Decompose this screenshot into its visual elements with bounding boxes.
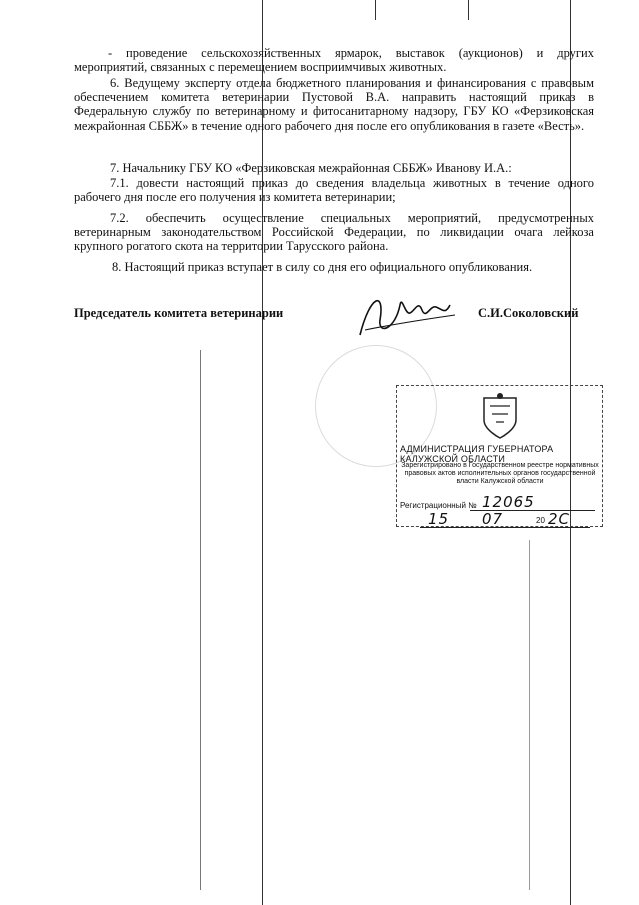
- signer-position: Председатель комитета ветеринарии: [74, 306, 284, 320]
- scan-line: [200, 350, 201, 890]
- paragraph-item-7: 7. Начальнику ГБУ КО «Ферзиковская межрайонная СББЖ» Иванову И.А.:: [110, 161, 512, 175]
- paragraph-item-6: 6. Ведущему эксперту отдела бюджетного планирования и финансирования с правовым обеспечением комитета ветеринарии Пустовой В.А. направить настоящий приказ в Федеральную службу по ветеринарному и фитосанитарному надзору, ГБУ КО «Ферзиковская межрайонная СББЖ» в течение одного рабочего дня после его опубликования в газете «Весть».: [74, 76, 594, 133]
- signature-icon: [350, 285, 470, 345]
- stamp-date-year-suffix: 2С: [548, 510, 571, 528]
- coat-of-arms-icon: [478, 392, 522, 440]
- stamp-date-year-prefix: 20: [536, 516, 545, 525]
- scan-line: [468, 0, 469, 20]
- paragraph-fairs: - проведение сельскохозяйственных ярмарок, выставок (аукционов) и других мероприятий, связанных с перемещением восприимчивых животных.: [74, 46, 594, 75]
- stamp-reg-label: Регистрационный №: [400, 501, 477, 510]
- date-underline: [420, 527, 590, 528]
- paragraph-item-8: 8. Настоящий приказ вступает в силу со дня его официального опубликования.: [112, 260, 533, 274]
- stamp-date-day: 15: [428, 510, 450, 528]
- scan-line: [262, 0, 263, 905]
- stamp-title: АДМИНИСТРАЦИЯ ГУБЕРНАТОРА КАЛУЖСКОЙ ОБЛАСТИ: [400, 444, 554, 464]
- paragraph-item-7-1: 7.1. довести настоящий приказ до сведения владельца животных в течение одного рабочего дня после его получения из комитета ветеринарии;: [74, 176, 594, 205]
- stamp-registered-text: Зарегистрировано в Государственном реестре нормативных правовых актов исполнительных органов государственной власти Калужской области: [401, 462, 599, 485]
- stamp-date-month: 07: [482, 510, 504, 528]
- scan-line: [529, 540, 530, 890]
- scan-line: [375, 0, 376, 20]
- signer-name: С.И.Соколовский: [478, 306, 579, 320]
- paragraph-item-7-2: 7.2. обеспечить осуществление специальных мероприятий, предусмотренных ветеринарным законодательством Российской Федерации, по ликвидации очага лейкоза крупного рогатого скота на территории Тарусского района.: [74, 211, 594, 254]
- stamp-reg-number: 12065: [482, 493, 535, 511]
